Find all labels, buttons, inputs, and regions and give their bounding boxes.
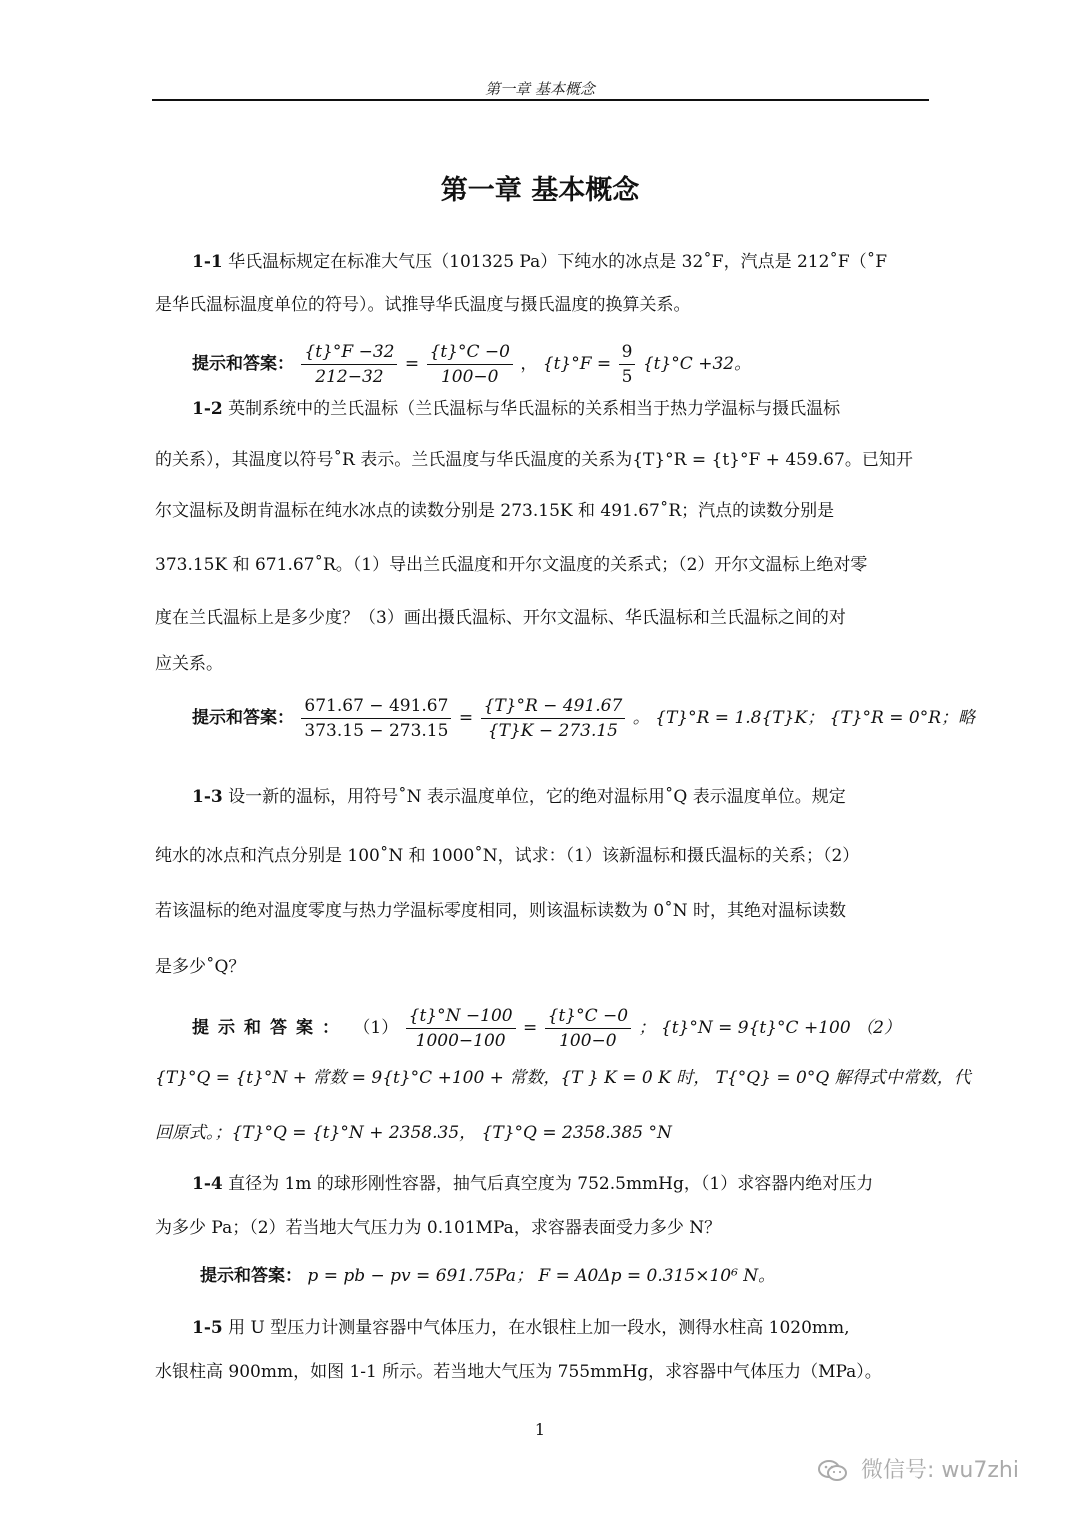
fraction-numerator: {t}°N −100 <box>406 1004 516 1029</box>
problem-text: 设一新的温标，用符号˚N 表示温度单位，它的绝对温标用˚Q 表示温度单位。规定 <box>228 787 846 807</box>
fraction <box>301 340 397 389</box>
problem-1-2-line-5: 度在兰氏温标上是多少度？（3）画出摄氏温标、开尔文温标、华氏温标和兰氏温标之间的对 <box>155 608 846 628</box>
formula-text: 。 {T}°R = 1.8{T}K； {T}°R = 0°R；略 <box>632 708 975 728</box>
fraction-numerator: {t}°C −0 <box>545 1004 631 1029</box>
fraction-denominator: 1000−100 <box>415 1031 506 1051</box>
problem-1-3-answer-line-3: 回原式。；{T}°Q = {t}°N + 2358.35， {T}°Q = 2358.385 °N <box>155 1123 672 1143</box>
separator: ， <box>520 354 538 374</box>
hint-label: 提示和答案： <box>192 708 294 728</box>
problem-1-3-line-3: 若该温标的绝对温度零度与热力学温标零度相同，则该温标读数为 0˚N 时，其绝对温标读数 <box>155 901 846 921</box>
chapter-title: 第一章 基本概念 <box>440 175 640 206</box>
problem-1-4-line-1 <box>192 1172 927 1196</box>
fraction-numerator: {t}°C −0 <box>427 340 513 365</box>
problem-1-1-line-2: 是华氏温标温度单位的符号）。试推导华氏温度与摄氏温度的换算关系。 <box>155 295 691 315</box>
fraction-denominator: 212−32 <box>315 367 384 387</box>
problem-1-3-answer-line-2: {T}°Q = {t}°N + 常数 = 9{t}°C +100 + 常数，{T } K = 0 K 时， T{°Q} = 0°Q 解得式中常数，代 <box>155 1068 971 1088</box>
problem-text: 华氏温标规定在标准大气压（101325 Pa）下纯水的冰点是 32˚F，汽点是 212˚F（˚F <box>228 252 888 272</box>
fraction <box>619 340 636 389</box>
problem-1-3-answer <box>192 1004 927 1053</box>
problem-1-5-line-1 <box>192 1316 927 1340</box>
fraction <box>427 340 513 389</box>
page-number: 1 <box>534 1420 546 1439</box>
fraction-denominator: 373.15 − 273.15 <box>304 721 449 741</box>
equals-sign: = <box>458 708 474 728</box>
problem-1-3-line-1 <box>192 785 927 809</box>
formula-text: {t}°C +32。 <box>642 354 752 374</box>
running-header: 第一章 基本概念 <box>485 80 595 98</box>
problem-number: 1-4 <box>192 1174 223 1194</box>
problem-1-5-line-2: 水银柱高 900mm，如图 1-1 所示。若当地大气压为 755mmHg，求容器中气体压力（MPa）。 <box>155 1362 882 1382</box>
problem-number: 1-5 <box>192 1318 223 1338</box>
part-marker: （1） <box>353 1018 399 1038</box>
fraction-denominator: {T}K − 273.15 <box>487 721 619 741</box>
hint-label: 提示和答案： <box>192 354 294 374</box>
fraction-numerator: {T}°R − 491.67 <box>481 694 626 719</box>
problem-1-1-answer <box>192 340 927 389</box>
fraction-denominator: 5 <box>621 367 633 387</box>
problem-text: 英制系统中的兰氏温标（兰氏温标与华氏温标的关系相当于热力学温标与摄氏温标 <box>228 399 841 419</box>
problem-1-3-line-4: 是多少˚Q？ <box>155 957 246 977</box>
equals-sign: = <box>404 354 420 374</box>
equals-sign: = <box>522 1018 538 1038</box>
problem-1-2-line-4: 373.15K 和 671.67˚R。（1）导出兰氏温度和开尔文温度的关系式；（2）开尔文温标上绝对零 <box>155 555 868 575</box>
fraction-denominator: 100−0 <box>440 367 499 387</box>
problem-1-2-line-1 <box>192 397 927 421</box>
formula-text: ； {t}°N = 9{t}°C +100 （2） <box>638 1018 901 1038</box>
problem-1-2-line-6: 应关系。 <box>155 654 223 674</box>
fraction <box>406 1004 516 1053</box>
fraction <box>301 694 451 743</box>
header-rule <box>152 99 929 101</box>
problem-text: 直径为 1m 的球形刚性容器，抽气后真空度为 752.5mmHg，（1）求容器内绝对压力 <box>228 1174 874 1194</box>
fraction-numerator: {t}°F −32 <box>301 340 397 365</box>
fraction <box>545 1004 631 1053</box>
problem-1-4-line-2: 为多少 Pa；（2）若当地大气压力为 0.101MPa，求容器表面受力多少 N？ <box>155 1218 722 1238</box>
problem-1-2-line-3: 尔文温标及朗肯温标在纯水冰点的读数分别是 273.15K 和 491.67˚R；汽点的读数分别是 <box>155 501 835 521</box>
problem-text: 用 U 型压力计测量容器中气体压力，在水银柱上加一段水，测得水柱高 1020mm, <box>228 1318 850 1338</box>
hint-label: 提示和答案： <box>200 1266 302 1286</box>
fraction <box>481 694 626 743</box>
watermark-text: 微信号: wu7zhi <box>861 1458 1019 1483</box>
wechat-icon <box>818 1459 848 1483</box>
problem-1-2-line-2: 的关系），其温度以符号˚R 表示。兰氏温度与华氏温度的关系为{T}°R = {t}°F + 459.67。已知开 <box>155 450 913 470</box>
problem-number: 1-3 <box>192 787 223 807</box>
hint-label: 提示和答案： <box>192 1018 348 1038</box>
fraction-denominator: 100−0 <box>559 1031 617 1051</box>
fraction-numerator: 9 <box>619 340 636 365</box>
problem-1-3-line-2: 纯水的冰点和汽点分别是 100˚N 和 1000˚N，试求：（1）该新温标和摄氏温标的关系；（2） <box>155 846 860 866</box>
fraction-numerator: 671.67 − 491.67 <box>301 694 451 719</box>
watermark <box>818 1453 1019 1484</box>
formula-text: p = pb − pv = 691.75Pa； F = A0Δp = 0.315×10⁶ N。 <box>307 1266 776 1286</box>
problem-1-2-answer <box>192 694 975 743</box>
formula-text: {t}°F = <box>542 354 612 374</box>
problem-number: 1-1 <box>192 252 223 272</box>
problem-1-4-answer <box>200 1264 927 1288</box>
problem-number: 1-2 <box>192 399 223 419</box>
problem-1-1-line-1 <box>192 250 927 274</box>
